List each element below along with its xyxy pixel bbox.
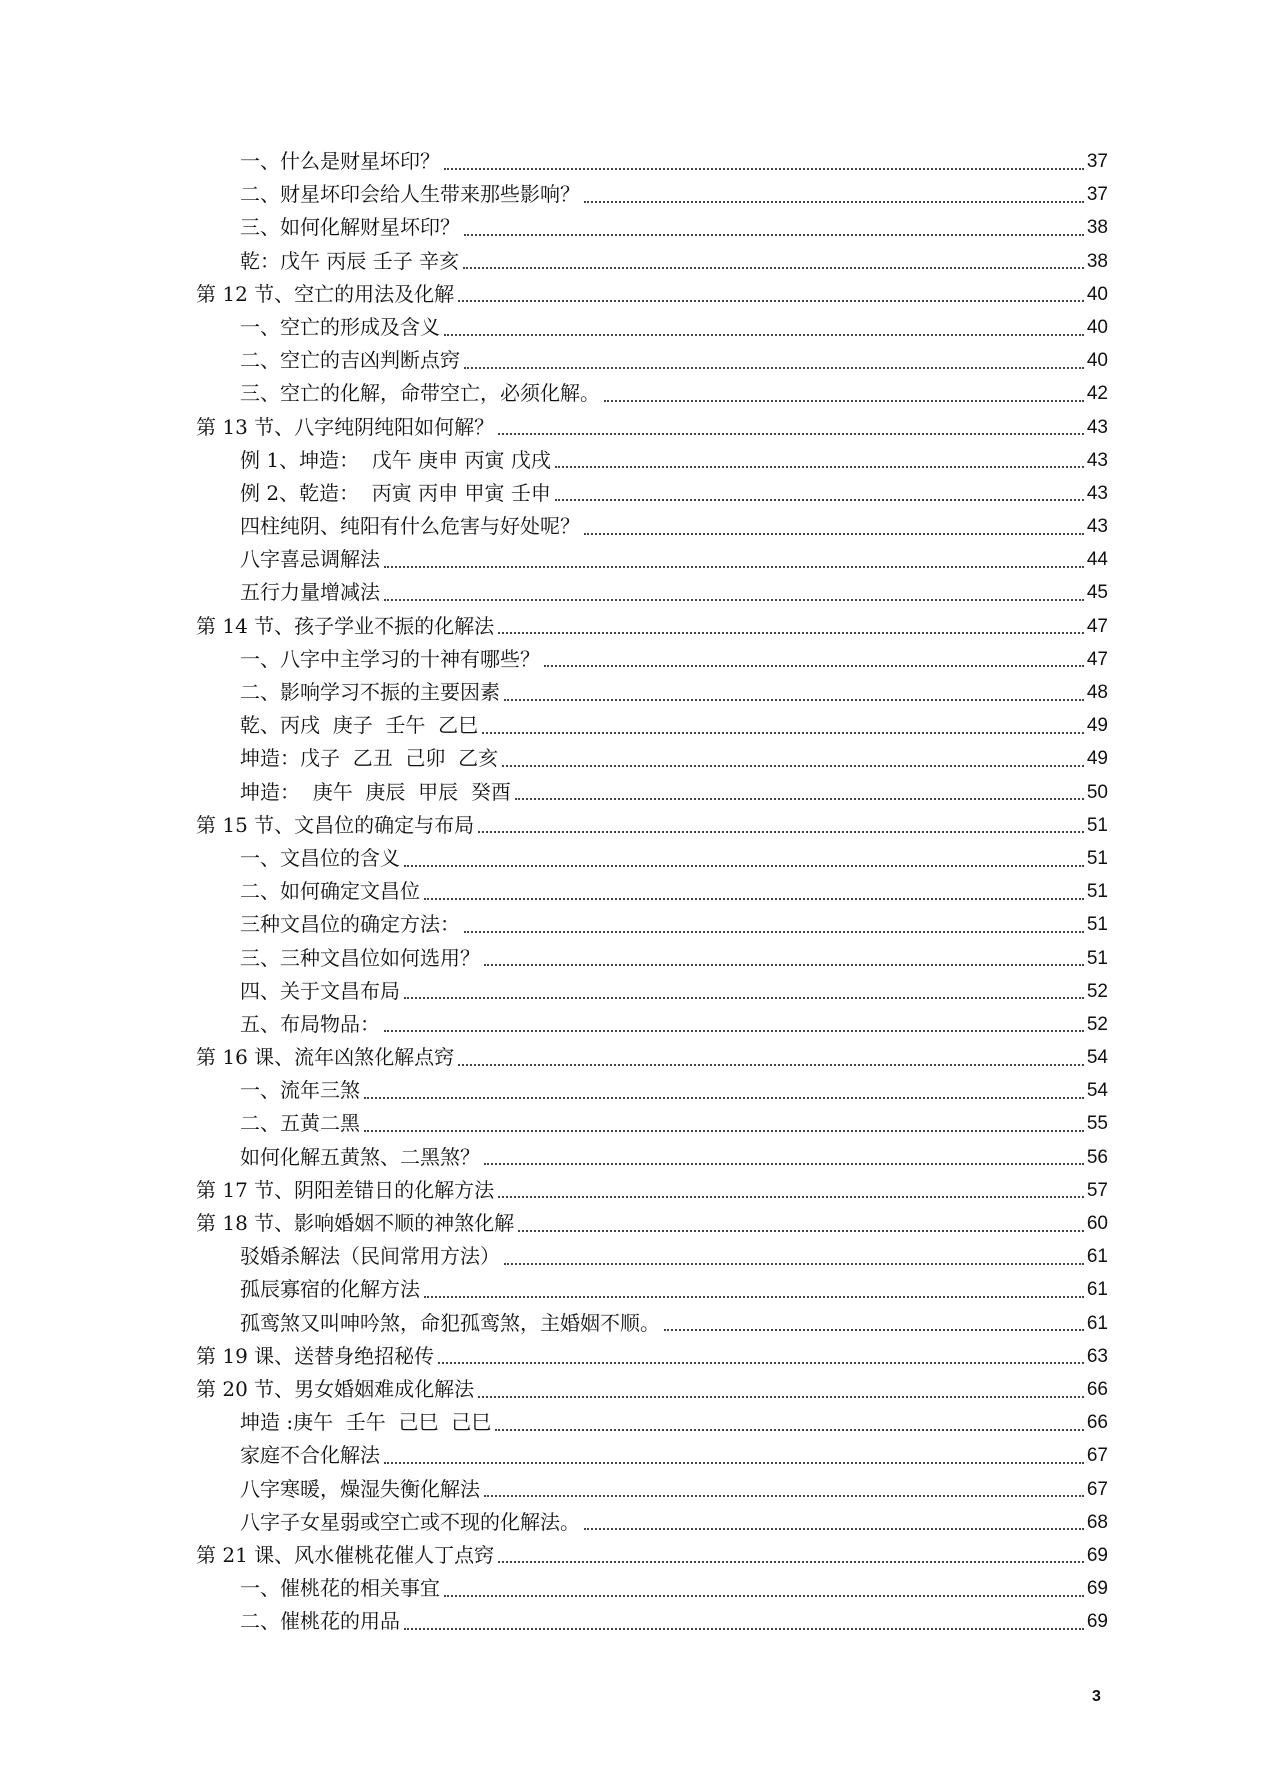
dot-leader (384, 1030, 1084, 1032)
toc-entry (196, 1473, 1108, 1506)
toc-entry-title: 二、如何确定文昌位 (240, 879, 420, 904)
toc-entry-title: 家庭不合化解法 (240, 1443, 380, 1468)
dot-leader (404, 997, 1084, 999)
toc-entry (196, 1439, 1108, 1472)
toc-entry (196, 842, 1108, 875)
toc-page-number: 43 (1086, 516, 1108, 538)
toc-entry-title: 坤造 :庚午 壬午 己巳 己巳 (240, 1410, 492, 1435)
toc-entry (196, 211, 1108, 244)
toc-page-number: 51 (1086, 947, 1108, 969)
dot-leader (404, 865, 1084, 867)
toc-entry-title: 八字子女星弱或空亡或不现的化解法。 (240, 1509, 580, 1534)
dot-leader (464, 367, 1084, 369)
toc-entry (196, 709, 1108, 742)
toc-entry (196, 510, 1108, 543)
dot-leader (458, 300, 1084, 302)
toc-entry-title: 乾、丙戌 庚子 壬午 乙巳 (240, 713, 479, 738)
toc-entry (196, 676, 1108, 709)
toc-entry (196, 1572, 1108, 1605)
toc-entry-title: 三、三种文昌位如何选用？ (240, 945, 480, 970)
toc-heading-title: 第 14 节、孩子学业不振的化解法 (196, 613, 495, 638)
toc-heading (196, 1340, 1108, 1373)
toc-entry-title: 三、如何化解财星坏印？ (240, 215, 460, 240)
dot-leader (478, 831, 1084, 833)
toc-heading (196, 1373, 1108, 1406)
dot-leader (498, 1196, 1084, 1198)
toc-page-number: 52 (1086, 1013, 1108, 1035)
toc-page-number: 51 (1086, 847, 1108, 869)
toc-entry (196, 1605, 1108, 1638)
toc-entry-title: 坤造： 庚午 庚辰 甲辰 癸酉 (240, 779, 511, 804)
dot-leader (484, 1163, 1084, 1165)
dot-leader (384, 566, 1084, 568)
toc-entry-title: 乾：戊午 丙辰 壬子 辛亥 (240, 248, 460, 273)
toc-entry (196, 311, 1108, 344)
toc-entry (196, 776, 1108, 809)
toc-entry-title: 三种文昌位的确定方法： (240, 912, 460, 937)
toc-page-number: 69 (1086, 1611, 1108, 1633)
dot-leader (495, 1429, 1084, 1431)
toc-entry (196, 875, 1108, 908)
toc-entry (196, 1406, 1108, 1439)
toc-entry (196, 543, 1108, 576)
toc-heading (196, 1041, 1108, 1074)
toc-page-number: 45 (1086, 582, 1108, 604)
toc-entry (196, 245, 1108, 278)
toc-heading-title: 第 18 节、影响婚姻不顺的神煞化解 (196, 1211, 515, 1235)
toc-heading (196, 1174, 1108, 1207)
toc-entry-title: 驳婚杀解法（民间常用方法） (240, 1244, 500, 1269)
toc-heading (196, 1207, 1108, 1240)
toc-page-number: 61 (1086, 1279, 1108, 1301)
toc-entry-title: 五、布局物品： (240, 1011, 380, 1036)
toc-page-number: 37 (1086, 151, 1108, 172)
toc-page-number: 63 (1086, 1345, 1108, 1367)
toc-page-number: 67 (1086, 1445, 1108, 1467)
toc-entry-title: 五行力量增减法 (240, 580, 380, 605)
dot-leader (518, 1230, 1084, 1232)
dot-leader (444, 1595, 1084, 1597)
dot-leader (464, 931, 1084, 933)
toc-entry (196, 975, 1108, 1008)
toc-entry (196, 1240, 1108, 1273)
toc-entry (196, 1074, 1108, 1107)
toc-entry (196, 178, 1108, 211)
page-number: 3 (1092, 1688, 1101, 1705)
table-of-contents (196, 145, 1108, 1638)
toc-entry (196, 1307, 1108, 1340)
dot-leader (424, 898, 1084, 900)
toc-heading-title: 第 21 课、风水催桃花催人丁点窍 (196, 1542, 495, 1567)
toc-page-number: 67 (1086, 1478, 1108, 1500)
dot-leader (502, 765, 1084, 767)
dot-leader (364, 1097, 1084, 1099)
toc-heading-title: 第 17 节、阴阳差错日的化解方法 (196, 1177, 495, 1202)
toc-entry-title: 例 2、乾造： 丙寅 丙申 甲寅 壬申 (240, 480, 551, 505)
dot-leader (384, 1462, 1084, 1464)
toc-heading-title: 第 12 节、空亡的用法及化解 (196, 281, 455, 306)
toc-heading-title: 第 20 节、男女婚姻难成化解法 (196, 1376, 475, 1401)
toc-entry (196, 908, 1108, 941)
toc-entry-title: 孤辰寡宿的化解方法 (240, 1277, 420, 1302)
dot-leader (584, 533, 1084, 535)
toc-entry-title: 一、催桃花的相关事宜 (240, 1576, 440, 1601)
dot-leader (584, 201, 1084, 203)
dot-leader (482, 732, 1084, 734)
dot-leader (478, 1396, 1084, 1398)
toc-entry-title: 二、催桃花的用品 (240, 1609, 400, 1634)
dot-leader (555, 499, 1084, 501)
toc-entry-title: 四柱纯阴、纯阳有什么危害与好处呢？ (240, 514, 580, 539)
toc-page-number: 55 (1086, 1113, 1108, 1135)
toc-page-number: 43 (1086, 416, 1108, 438)
toc-entry (196, 444, 1108, 477)
toc-page-number: 37 (1086, 184, 1108, 206)
dot-leader (364, 1130, 1084, 1132)
dot-leader (504, 1263, 1084, 1265)
dot-leader (424, 1296, 1084, 1298)
toc-entry-title: 八字寒暖，燥湿失衡化解法 (240, 1476, 480, 1501)
dot-leader (498, 1561, 1084, 1563)
toc-heading (196, 610, 1108, 643)
toc-page-number: 66 (1086, 1378, 1108, 1400)
toc-page-number: 61 (1086, 1312, 1108, 1334)
toc-page-number: 42 (1086, 383, 1108, 405)
toc-page-number: 61 (1086, 1246, 1108, 1268)
toc-entry-title: 一、流年三煞 (240, 1078, 360, 1103)
toc-heading (196, 278, 1108, 311)
toc-page-number: 52 (1086, 980, 1108, 1002)
toc-page-number: 57 (1086, 1179, 1108, 1201)
toc-entry-title: 一、什么是财星坏印？ (240, 149, 440, 173)
toc-entry-title: 孤鸾煞又叫呻吟煞，命犯孤鸾煞，主婚姻不顺。 (240, 1310, 660, 1335)
dot-leader (404, 1628, 1084, 1630)
dot-leader (444, 168, 1084, 170)
dot-leader (515, 798, 1084, 800)
dot-leader (484, 1495, 1084, 1497)
toc-entry-title: 八字喜忌调解法 (240, 547, 380, 572)
toc-entry-title: 如何化解五黄煞、二黑煞？ (240, 1144, 480, 1169)
toc-entry (196, 1141, 1108, 1174)
toc-entry-title: 一、空亡的形成及含义 (240, 314, 440, 339)
dot-leader (604, 400, 1084, 402)
toc-page-number: 40 (1086, 350, 1108, 372)
toc-heading (196, 1539, 1108, 1572)
toc-page-number: 60 (1086, 1213, 1108, 1234)
toc-entry-title: 坤造：戊子 乙丑 己卯 乙亥 (240, 746, 499, 771)
toc-entry (196, 1107, 1108, 1140)
toc-heading-title: 第 16 课、流年凶煞化解点窍 (196, 1045, 455, 1070)
dot-leader (484, 964, 1084, 966)
dot-leader (464, 234, 1084, 236)
toc-page-number: 68 (1086, 1511, 1108, 1533)
toc-page-number: 51 (1086, 814, 1108, 836)
dot-leader (555, 466, 1084, 468)
dot-leader (463, 267, 1084, 269)
toc-entry (196, 576, 1108, 609)
toc-page-number: 48 (1086, 682, 1108, 703)
toc-entry (196, 377, 1108, 410)
dot-leader (384, 599, 1084, 601)
toc-page-number: 51 (1086, 881, 1108, 903)
toc-entry (196, 344, 1108, 377)
toc-entry-title: 例 1、坤造： 戊午 庚申 丙寅 戊戌 (240, 447, 551, 472)
toc-heading-title: 第 13 节、八字纯阴纯阳如何解？ (196, 414, 495, 439)
toc-page-number: 38 (1086, 217, 1108, 239)
dot-leader (544, 665, 1084, 667)
toc-entry-title: 三、空亡的化解，命带空亡，必须化解。 (240, 381, 600, 406)
toc-page-number: 40 (1086, 316, 1108, 338)
dot-leader (498, 632, 1084, 634)
toc-page-number: 47 (1086, 648, 1108, 670)
toc-page-number: 69 (1086, 1578, 1108, 1600)
toc-entry-title: 一、文昌位的含义 (240, 845, 400, 870)
toc-entry-title: 四、关于文昌布局 (240, 978, 400, 1003)
toc-entry-title: 二、影响学习不振的主要因素 (240, 680, 500, 704)
toc-heading-title: 第 19 课、送替身绝招秘传 (196, 1343, 435, 1368)
toc-entry (196, 742, 1108, 775)
dot-leader (438, 1362, 1084, 1364)
toc-page-number: 50 (1086, 781, 1108, 803)
toc-page-number: 43 (1086, 482, 1108, 504)
toc-entry-title: 二、空亡的吉凶判断点窍 (240, 348, 460, 373)
dot-leader (584, 1528, 1084, 1530)
dot-leader (458, 1064, 1084, 1066)
toc-page-number: 54 (1086, 1047, 1108, 1069)
toc-page-number: 49 (1086, 715, 1108, 737)
toc-page-number: 43 (1086, 449, 1108, 471)
toc-entry (196, 145, 1108, 178)
toc-entry-title: 二、五黄二黑 (240, 1111, 360, 1136)
dot-leader (504, 699, 1084, 701)
toc-page-number: 51 (1086, 914, 1108, 936)
toc-page-number: 40 (1086, 283, 1108, 305)
dot-leader (444, 334, 1084, 336)
toc-page-number: 49 (1086, 748, 1108, 770)
toc-page-number: 54 (1086, 1080, 1108, 1102)
dot-leader (498, 433, 1084, 435)
toc-entry-title: 一、八字中主学习的十神有哪些？ (240, 646, 540, 671)
toc-page-number: 47 (1086, 615, 1108, 637)
toc-entry (196, 643, 1108, 676)
toc-heading-title: 第 15 节、文昌位的确定与布局 (196, 812, 475, 837)
toc-heading (196, 809, 1108, 842)
toc-page-number: 38 (1086, 250, 1108, 272)
toc-entry-title: 二、财星坏印会给人生带来那些影响？ (240, 182, 580, 207)
toc-entry (196, 942, 1108, 975)
toc-entry (196, 1273, 1108, 1306)
toc-page-number: 56 (1086, 1146, 1108, 1168)
dot-leader (664, 1329, 1084, 1331)
toc-entry (196, 1506, 1108, 1539)
toc-entry (196, 1008, 1108, 1041)
toc-page-number: 44 (1086, 549, 1108, 571)
toc-page-number: 66 (1086, 1412, 1108, 1434)
toc-page-number: 69 (1086, 1544, 1108, 1566)
toc-heading (196, 411, 1108, 444)
toc-entry (196, 477, 1108, 510)
